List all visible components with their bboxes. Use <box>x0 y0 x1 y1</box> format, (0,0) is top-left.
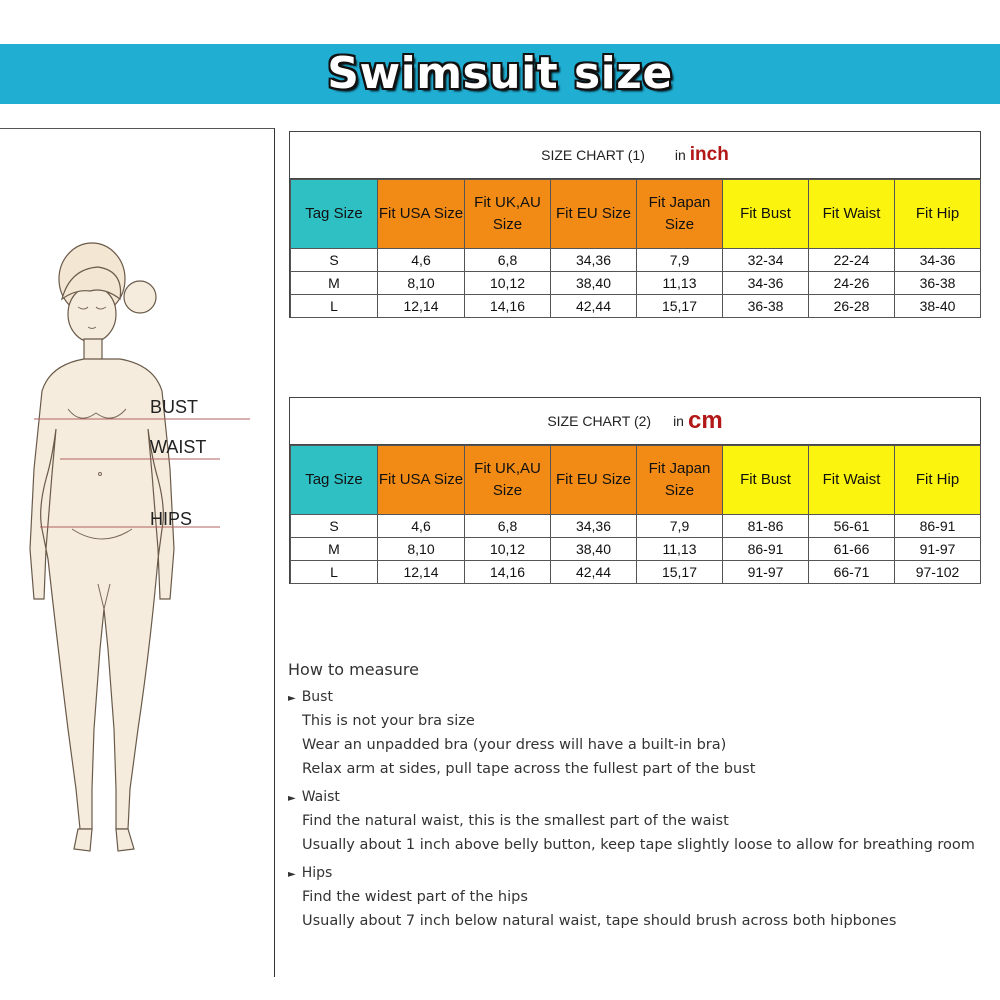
table-cell: 36-38 <box>723 295 809 318</box>
table-row <box>291 272 981 295</box>
section-heading-bust: ► Bust <box>288 689 333 705</box>
header-japan: Fit Japan Size <box>637 180 723 249</box>
table-cell: 86-91 <box>895 515 981 538</box>
section-heading-waist: ► Waist <box>288 789 340 805</box>
table-cell: 81-86 <box>723 515 809 538</box>
arrow-icon: ► <box>288 869 296 880</box>
table-cell: 8,10 <box>378 538 465 561</box>
table-cell: 10,12 <box>465 538 551 561</box>
table-cell: 6,8 <box>465 515 551 538</box>
table-cell: 4,6 <box>378 249 465 272</box>
table-cell: 12,14 <box>378 561 465 584</box>
figure-panel <box>0 128 275 977</box>
header-eu: Fit EU Size <box>551 180 637 249</box>
table-cell: 26-28 <box>809 295 895 318</box>
header-uk: Fit UK,AU Size <box>465 180 551 249</box>
header-tag-size: Tag Size <box>291 180 378 249</box>
table-cell: 6,8 <box>465 249 551 272</box>
table-cell: 38-40 <box>895 295 981 318</box>
banner-title: Swimsuit size <box>327 48 673 99</box>
table-cell: L <box>291 561 378 584</box>
how-to-title: How to measure <box>288 660 419 679</box>
header-usa: Fit USA Size <box>378 180 465 249</box>
table-cell: 11,13 <box>637 538 723 561</box>
header-hip: Fit Hip <box>895 446 981 515</box>
table-cell: 15,17 <box>637 295 723 318</box>
table-row <box>291 295 981 318</box>
header-usa: Fit USA Size <box>378 446 465 515</box>
size-table <box>290 179 981 318</box>
table-cell: S <box>291 515 378 538</box>
chart-title: SIZE CHART (2) <box>547 413 652 429</box>
header-hip: Fit Hip <box>895 180 981 249</box>
table-cell: 56-61 <box>809 515 895 538</box>
table-cell: S <box>291 249 378 272</box>
table-cell: 61-66 <box>809 538 895 561</box>
table-cell: 97-102 <box>895 561 981 584</box>
header-waist: Fit Waist <box>809 180 895 249</box>
hips-label: HIPS <box>150 509 193 529</box>
header-uk: Fit UK,AU Size <box>465 446 551 515</box>
how-to-measure <box>288 660 975 933</box>
size-table <box>290 445 981 584</box>
table-cell: 66-71 <box>809 561 895 584</box>
unit-label: cm <box>687 407 723 434</box>
table-cell: 34-36 <box>895 249 981 272</box>
table-row <box>291 515 981 538</box>
instruction-line: Usually about 1 inch above belly button, keep tape slightly loose to allow for breathing room <box>302 837 975 853</box>
unit-label: inch <box>689 144 729 165</box>
table-cell: 91-97 <box>895 538 981 561</box>
header-bust: Fit Bust <box>723 446 809 515</box>
table-row <box>291 538 981 561</box>
table-cell: 7,9 <box>637 249 723 272</box>
chart-title: SIZE CHART (1) <box>541 147 645 163</box>
table-cell: 14,16 <box>465 561 551 584</box>
table-cell: 10,12 <box>465 272 551 295</box>
table-cell: 7,9 <box>637 515 723 538</box>
instruction-line: Relax arm at sides, pull tape across the fullest part of the bust <box>302 761 756 777</box>
table-cell: 14,16 <box>465 295 551 318</box>
table-cell: 8,10 <box>378 272 465 295</box>
table-cell: 91-97 <box>723 561 809 584</box>
instruction-line: Usually about 7 inch below natural waist, tape should brush across both hipbones <box>302 913 897 929</box>
waist-label: WAIST <box>150 437 207 457</box>
unit-prefix: in <box>674 147 686 163</box>
table-row <box>291 561 981 584</box>
chart-title-row <box>290 398 980 445</box>
table-cell: 86-91 <box>723 538 809 561</box>
instruction-line: Find the widest part of the hips <box>302 889 528 905</box>
header-tag-size: Tag Size <box>291 446 378 515</box>
size-chart-inch <box>289 131 981 318</box>
table-cell: L <box>291 295 378 318</box>
header-row <box>291 180 981 249</box>
arrow-icon: ► <box>288 793 296 804</box>
table-cell: 38,40 <box>551 538 637 561</box>
table-cell: M <box>291 538 378 561</box>
table-cell: 42,44 <box>551 561 637 584</box>
header-eu: Fit EU Size <box>551 446 637 515</box>
table-cell: 4,6 <box>378 515 465 538</box>
table-cell: M <box>291 272 378 295</box>
table-cell: 42,44 <box>551 295 637 318</box>
table-cell: 24-26 <box>809 272 895 295</box>
table-cell: 15,17 <box>637 561 723 584</box>
table-cell: 34-36 <box>723 272 809 295</box>
table-cell: 34,36 <box>551 515 637 538</box>
chart-title-row <box>290 132 980 179</box>
arrow-icon: ► <box>288 693 296 704</box>
table-cell: 36-38 <box>895 272 981 295</box>
section-heading-hips: ► Hips <box>288 865 333 881</box>
table-cell: 22-24 <box>809 249 895 272</box>
header-japan: Fit Japan Size <box>637 446 723 515</box>
table-row <box>291 249 981 272</box>
table-cell: 12,14 <box>378 295 465 318</box>
unit-prefix: in <box>673 413 684 429</box>
header-waist: Fit Waist <box>809 446 895 515</box>
table-cell: 38,40 <box>551 272 637 295</box>
body-figure-illustration <box>0 129 274 977</box>
table-cell: 32-34 <box>723 249 809 272</box>
table-cell: 11,13 <box>637 272 723 295</box>
header-row <box>291 446 981 515</box>
instruction-line: Find the natural waist, this is the smallest part of the waist <box>302 813 729 829</box>
bust-label: BUST <box>150 397 199 417</box>
instruction-line: This is not your bra size <box>302 713 475 729</box>
instruction-line: Wear an unpadded bra (your dress will have a built-in bra) <box>302 737 727 753</box>
size-chart-cm <box>289 397 981 584</box>
table-cell: 34,36 <box>551 249 637 272</box>
header-bust: Fit Bust <box>723 180 809 249</box>
